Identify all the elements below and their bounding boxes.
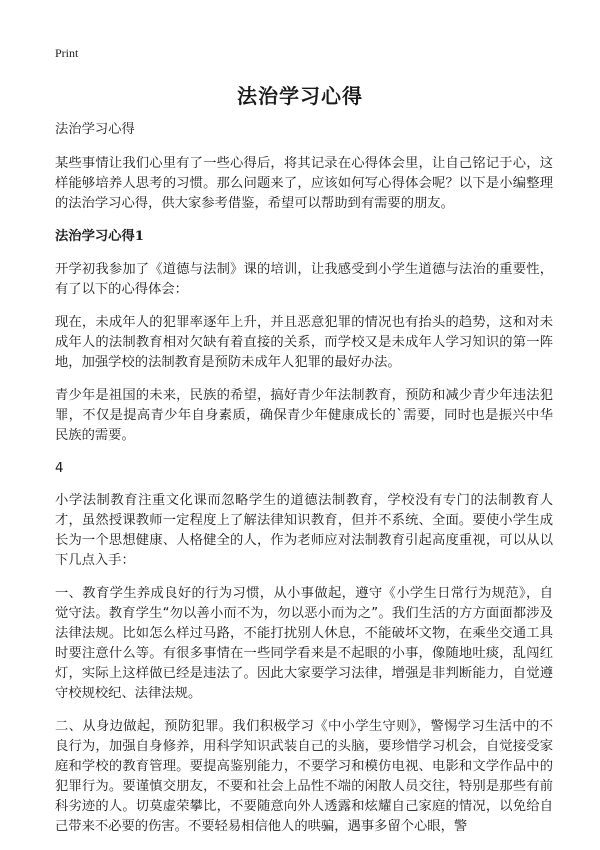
paragraph: 青少年是祖国的未来，民族的希望，搞好青少年法制教育，预防和减少青少年违法犯罪，不仅是提高青少年自身素质，确保青少年健康成长的`需要，同时也是振兴中华民族的需要。 bbox=[55, 388, 553, 443]
print-link[interactable]: Print bbox=[55, 46, 79, 60]
article-subtitle: 法治学习心得 bbox=[55, 122, 135, 137]
paragraph: 一、教育学生养成良好的行为习惯，从小事做起，遵守《小学生日常行为规范》，自觉守法。教育学生“勿以善小而不为，勿以恶小而为之”。我们生活的方方面面都涉及法律法规。比如怎么样过马路，不能打扰别人休息，不能破坏文物，在乘坐交通工具时要注意什么等。有很多事情在一些同学看来是不起眼的小事，像随地吐痰，乱闯红灯，实际上这样做已经是违法了。因此大家要学习法律，增强是非判断能力，自觉遵守校规校纪、法律法规。 bbox=[55, 586, 553, 701]
article-body bbox=[55, 120, 553, 850]
page-title: 法治学习心得 bbox=[237, 84, 363, 108]
paragraph: 小学法制教育注重文化课而忽略学生的道德法制教育，学校没有专门的法制教育人才，虽然授课教师一定程度上了解法律知识教育，但并不系统、全面。要使小学生成长为一个思想健康、人格健全的人，作为老师应对法制教育引起高度重视，可以从以下几点入手： bbox=[55, 493, 553, 568]
paragraph: 现在，未成年人的犯罪率逐年上升，并且恶意犯罪的情况也有抬头的趋势，这和对未成年人的法制教育相对欠缺有着直接的关系，而学校又是未成年人学习知识的第一阵地，加强学校的法制教育是预防未成年人犯罪的最好办法。 bbox=[55, 315, 553, 370]
intro-paragraph: 某些事情让我们心里有了一些心得后，将其记录在心得体会里，让自己铭记于心，这样能够培养人思考的习惯。那么问题来了，应该如何写心得体会呢？以下是小编整理的法治学习心得，供大家参考借鉴，希望可以帮助到有需要的朋友。 bbox=[55, 156, 553, 211]
section-heading: 法治学习心得1 bbox=[55, 229, 145, 244]
page-number: 4 bbox=[55, 461, 64, 476]
paragraph: 开学初我参加了《道德与法制》课的培训，让我感受到小学生道德与法治的重要性，有了以下的心得体会： bbox=[55, 262, 553, 297]
paragraph: 二、从身边做起，预防犯罪。我们积极学习《中小学生守则》，警惕学习生活中的不良行为，加强自身修养，用科学知识武装自己的头脑，要珍惜学习机会，自觉接受家庭和学校的教育管理。要提高鉴别能力，不要学习和模仿电视、电影和文学作品中的犯罪行为。要谨慎交朋友，不要和社会上品性不端的闲散人员交往，特别是那些有前科劣迹的人。切莫虚荣攀比，不要随意向外人透露和炫耀自己家庭的情况，以免给自己带来不必要的伤害。不要轻易相信他人的哄骗，遇事多留个心眼，警 bbox=[55, 719, 553, 834]
